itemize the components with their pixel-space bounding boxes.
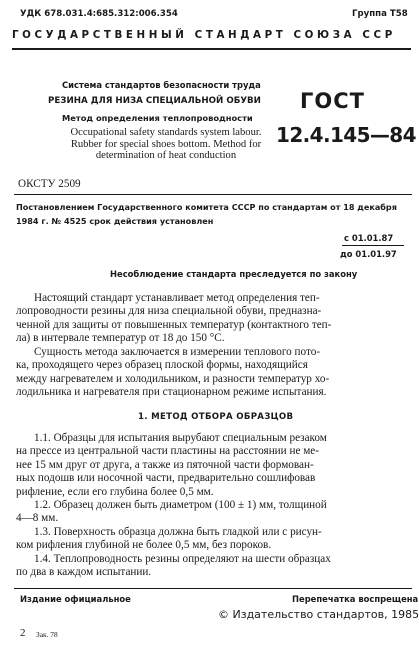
english-title-line: Rubber for special shoes bottom. Method for xyxy=(70,138,262,150)
english-title-line: determination of heat conduction xyxy=(95,150,237,162)
okstu-code: ОКСТУ 2509 xyxy=(18,178,81,190)
item-1-2 xyxy=(16,499,410,526)
item-1-3 xyxy=(16,526,410,553)
decree-line: Постановлением Государственного комитета СССР по стандартам от 18 декабря xyxy=(16,202,397,212)
copyright: © Издательство стандартов, 1985 xyxy=(218,608,419,621)
order-number: Зак. 78 xyxy=(36,630,58,639)
item-1-4 xyxy=(16,553,410,580)
essence-line: лодильника и нагревателя при стационарном режиме испытания. xyxy=(16,386,327,399)
standard-system: Система стандартов безопасности труда xyxy=(62,80,261,90)
intro-line: ла) в интервале температур от 18 до 150 °С. xyxy=(16,332,225,345)
state-standard-heading: ГОСУДАРСТВЕННЫЙ СТАНДАРТ СОЮЗА ССР xyxy=(12,29,396,41)
page-number: 2 xyxy=(20,627,26,639)
item-line: на прессе из центральной части пластины на расстоянии не ме- xyxy=(16,445,319,458)
item-line: 4—8 мм. xyxy=(16,512,59,525)
title-rule xyxy=(14,194,412,195)
group-code: Группа Т58 xyxy=(352,9,408,19)
decree-line: 1984 г. № 4525 срок действия установлен xyxy=(16,215,214,226)
standard-title: РЕЗИНА ДЛЯ НИЗА СПЕЦИАЛЬНОЙ ОБУВИ xyxy=(48,96,261,106)
intro-line: ченной для защиты от повышенных температур (контактного теп- xyxy=(16,318,332,331)
essence-line: между нагревателем и холодильником, и разности температур хо- xyxy=(16,372,330,385)
item-line: по два в каждом испытании. xyxy=(16,566,152,579)
english-title xyxy=(56,127,276,162)
gost-number: 12.4.145—84 xyxy=(276,123,416,147)
method-title: Метод определения теплопроводности xyxy=(62,113,253,123)
item-line: рифление, если его глубина более 0,5 мм. xyxy=(16,485,214,498)
item-line: 1.2. Образец должен быть диаметром (100 ± 1) мм, толщиной xyxy=(34,499,327,511)
penalty-notice: Несоблюдение стандарта преследуется по закону xyxy=(110,269,358,279)
validity-rule xyxy=(342,245,404,246)
valid-from: с 01.01.87 xyxy=(344,233,394,243)
reprint-notice: Перепечатка воспрещена xyxy=(292,594,419,604)
item-1-1 xyxy=(16,432,410,499)
valid-to: до 01.01.97 xyxy=(340,249,397,259)
intro-line: Настоящий стандарт устанавливает метод определения теп- xyxy=(34,292,320,304)
decree-text xyxy=(16,201,397,228)
essence-line: ка, проходящего через образец плоской формы, находящийся xyxy=(16,359,308,372)
official-edition: Издание официальное xyxy=(20,594,131,604)
udk-code: УДК 678.031.4:685.312:006.354 xyxy=(20,9,178,19)
section-title: 1. МЕТОД ОТБОРА ОБРАЗЦОВ xyxy=(138,412,294,422)
intro-paragraph xyxy=(16,292,410,346)
item-line: ных подошв или носочной части, предварительно сошлифовав xyxy=(16,472,316,485)
item-line: 1.4. Теплопроводность резины определяют на шести образцах xyxy=(34,553,331,565)
essence-paragraph xyxy=(16,346,410,400)
header-rule xyxy=(12,48,411,50)
item-line: ком рифления глубиной не более 0,5 мм, без пороков. xyxy=(16,539,272,552)
item-line: 1.1. Образцы для испытания вырубают специальным резаком xyxy=(34,432,327,444)
essence-line: Сущность метода заключается в измерении теплового пото- xyxy=(34,346,321,358)
english-title-line: Occupational safety standards system labour. xyxy=(70,127,262,138)
footer-rule xyxy=(14,588,412,589)
item-line: нее 15 мм друг от друга, а также из пяточной части формован- xyxy=(16,458,314,471)
gost-label: ГОСТ xyxy=(300,89,365,113)
item-line: 1.3. Поверхность образца должна быть гладкой или с рисун- xyxy=(34,526,322,538)
intro-line: лопроводности резины для низа специальной обуви, предназна- xyxy=(16,305,322,318)
